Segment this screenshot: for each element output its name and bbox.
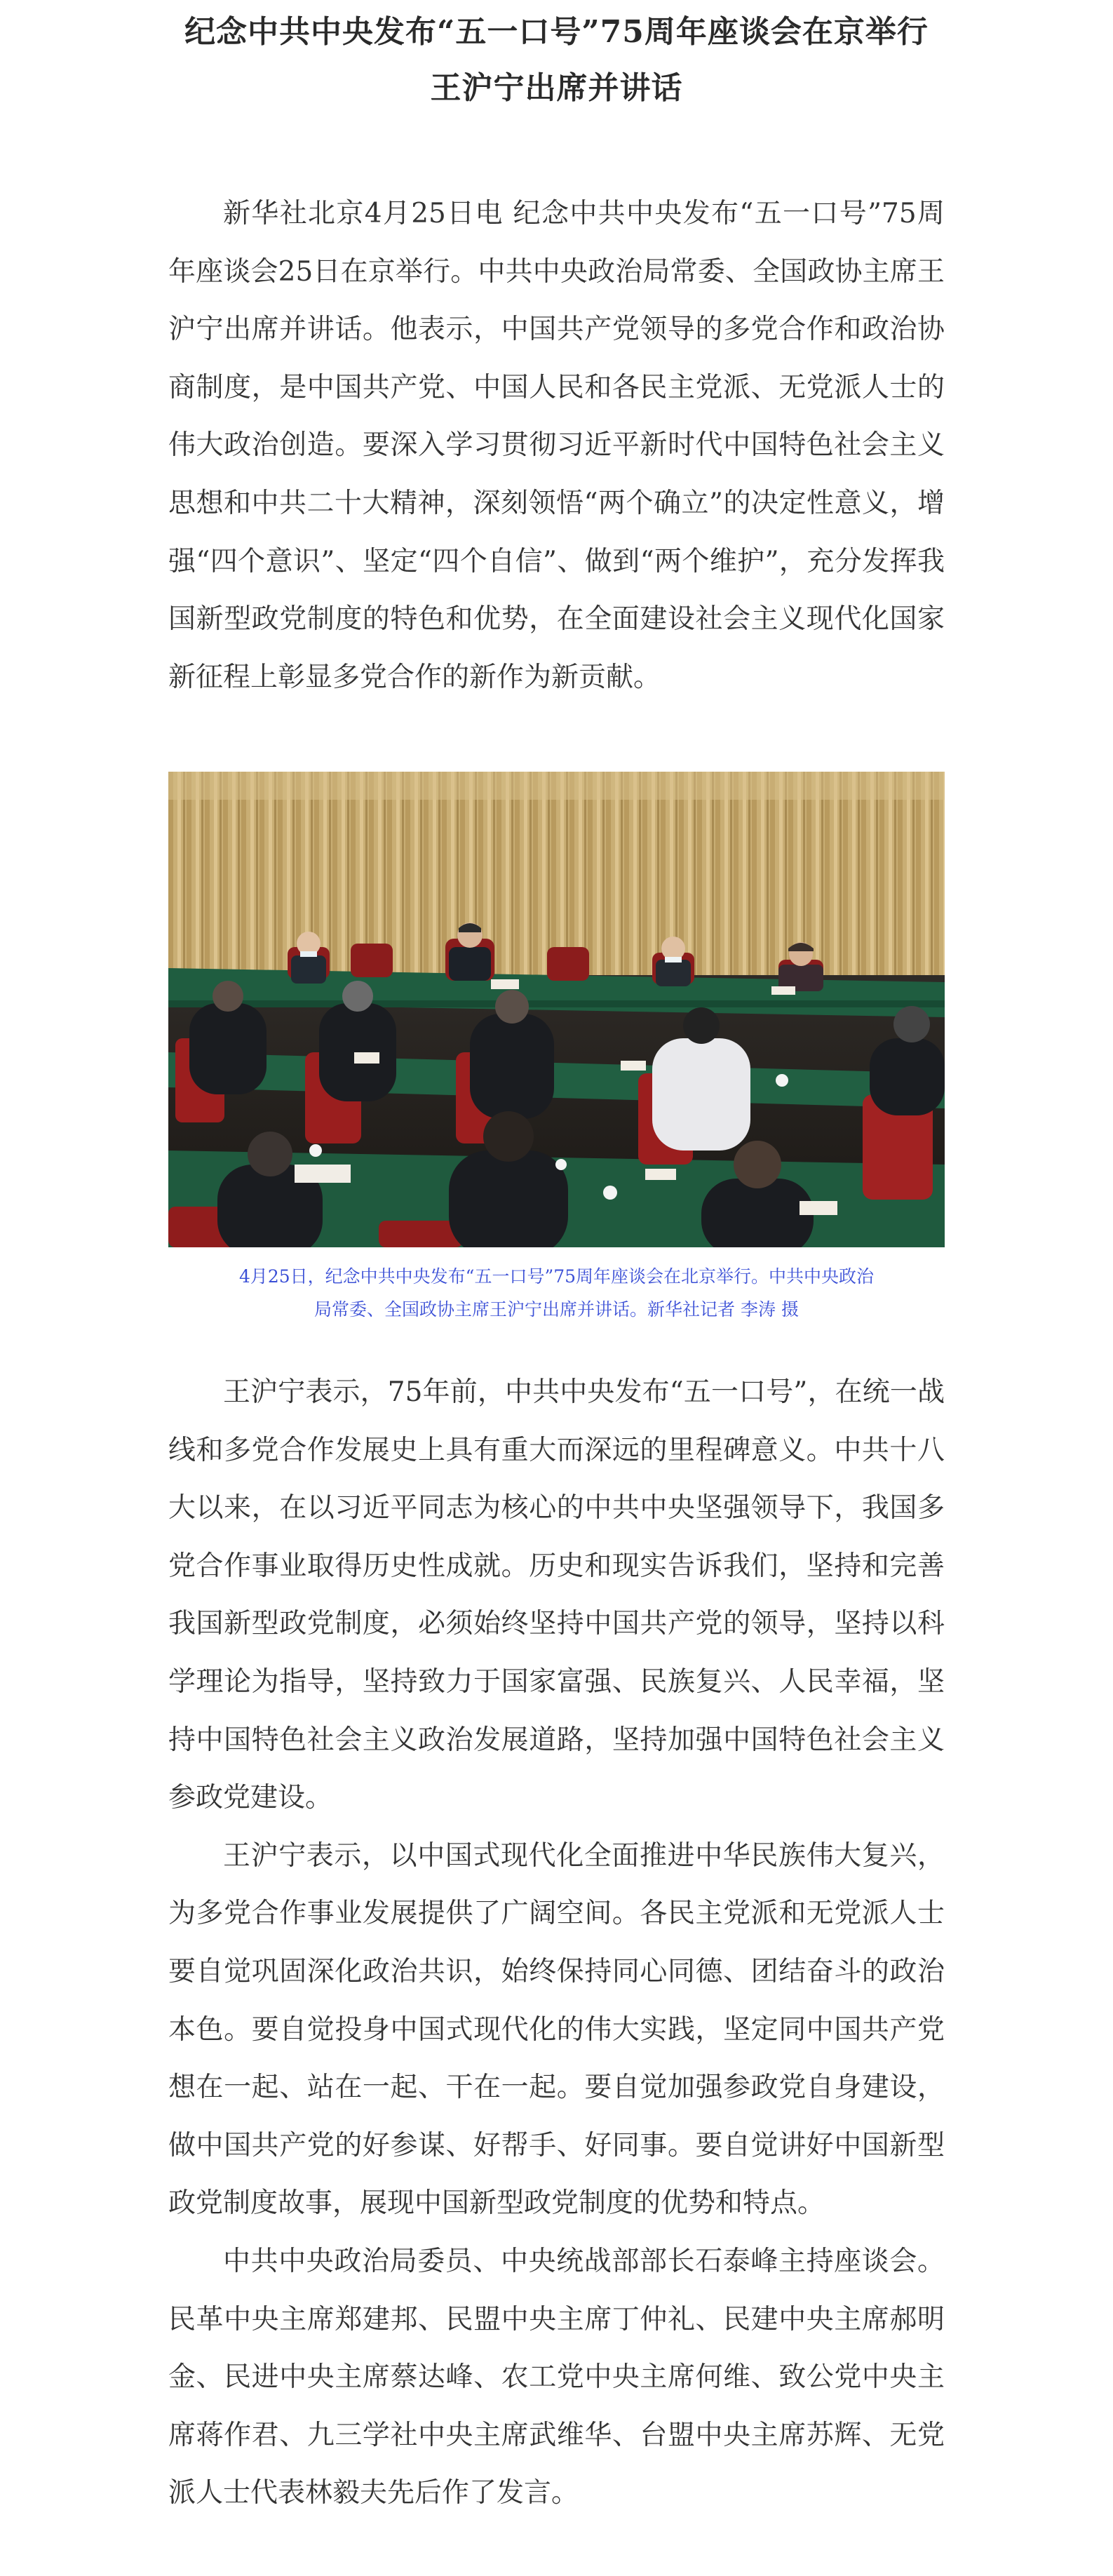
paragraph-2: 王沪宁表示，75年前，中共中央发布“五一口号”，在统一战线和多党合作发展史上具有重大而深远的里程碑意义。中共十八大以来，在以习近平同志为核心的中共中央坚强领导下，我国多党合作事业取得历史性成就。历史和现实告诉我们，坚持和完善我国新型政党制度，必须始终坚持中国共产党的领导，坚持以科学理论为指导，坚持致力于国家富强、民族复兴、人民幸福，坚持中国特色社会主义政治发展道路，坚持加强中国特色社会主义参政党建设。 <box>168 1376 945 1814</box>
caption-line-2: 局常委、全国政协主席王沪宁出席并讲话。新华社记者 李涛 摄 <box>314 1299 799 1320</box>
paragraph-4: 中共中央政治局委员、中央统战部部长石泰峰主持座谈会。民革中央主席郑建邦、民盟中央主席丁仲礼、民建中央主席郝明金、民进中央主席蔡达峰、农工党中央主席何维、致公党中央主席蒋作君、九三学社中央主席武维华、台盟中央主席苏辉、无党派人士代表林毅夫先后作了发言。 <box>168 2245 945 2509</box>
meeting-photo-image <box>168 772 945 1247</box>
title-line-2: 王沪宁出席并讲话 <box>430 70 683 106</box>
title-line-1: 纪念中共中央发布“五一口号”75周年座谈会在京举行 <box>184 14 929 50</box>
photo-caption <box>168 1260 945 1326</box>
caption-line-1: 4月25日，纪念中共中央发布“五一口号”75周年座谈会在北京举行。中共中央政治 <box>238 1266 875 1287</box>
article-body-continued <box>168 1364 945 2523</box>
article <box>168 0 945 2509</box>
news-photo <box>168 772 945 1247</box>
article-title <box>168 0 945 116</box>
paragraph-3: 王沪宁表示，以中国式现代化全面推进中华民族伟大复兴，为多党合作事业发展提供了广阔空间。各民主党派和无党派人士要自觉巩固深化政治共识，始终保持同心同德、团结奋斗的政治本色。要自觉投身中国式现代化的伟大实践，坚定同中国共产党想在一起、站在一起、干在一起。要自觉加强参政党自身建设，做中国共产党的好参谋、好帮手、好同事。要自觉讲好中国新型政党制度故事，展现中国新型政党制度的优势和特点。 <box>168 1839 945 2220</box>
paragraph-1: 新华社北京4月25日电 纪念中共中央发布“五一口号”75周年座谈会25日在京举行。中共中央政治局常委、全国政协主席王沪宁出席并讲话。他表示，中国共产党领导的多党合作和政治协商制度，是中国共产党、中国人民和各民主党派、无党派人士的伟大政治创造。要深入学习贯彻习近平新时代中国特色社会主义思想和中共二十大精神，深刻领悟“两个确立”的决定性意义，增强“四个意识”、坚定“四个自信”、做到“两个维护”，充分发挥我国新型政党制度的特色和优势，在全面建设社会主义现代化国家新征程上彰显多党合作的新作为新贡献。 <box>168 198 945 693</box>
